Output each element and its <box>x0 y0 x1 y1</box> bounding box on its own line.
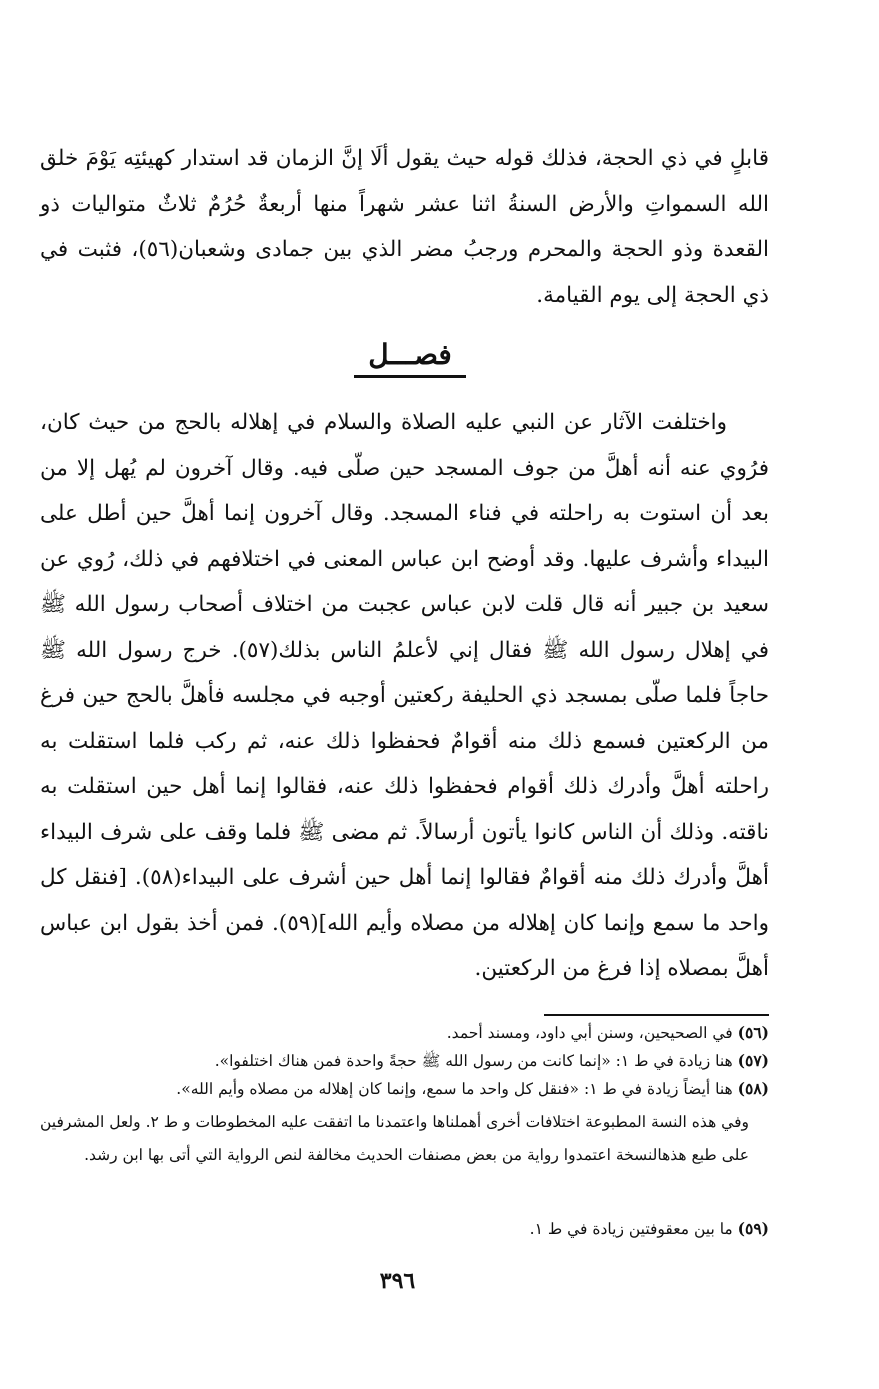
footnote-text: هنا زيادة في ط ١: «إنما كانت من رسول الله ﷺ حجةً واحدة فمن هناك اختلفوا». <box>214 1052 733 1070</box>
footnote-number: (٥٨) <box>737 1079 769 1098</box>
footnote-59 <box>40 1218 769 1240</box>
footnote-text: في الصحيحين، وسنن أبي داود، ومسند أحمد. <box>446 1024 733 1042</box>
footnote-number: (٥٩) <box>737 1219 769 1238</box>
footnote-number: (٥٧) <box>737 1051 769 1070</box>
body-paragraph-1: قابلٍ في ذي الحجة، فذلك قوله حيث يقول ألَا إنَّ الزمان قد استدار كهيئتِه يَوْمَ خلق الله السمواتِ والأرض السنةُ اثنا عشر شهراً منها أربعةٌ حُرُمٌ ثلاثٌ متواليات ذو القعدة وذو الحجة والمحرم ورجبُ مضر الذي بين جمادى وشعبان(٥٦)، فثبت في ذي الحجة إلى يوم القيامة. <box>40 146 769 308</box>
footnote-number: (٥٦) <box>737 1023 769 1042</box>
section-heading <box>0 338 820 371</box>
body-paragraph-2: واختلفت الآثار عن النبي عليه الصلاة والسلام في إهلاله بالحج من حيث كان، فرُوي عنه أنه أهلَّ من جوف المسجد حين صلّى فيه. وقال آخرون لم يُهل إلا من بعد أن استوت به راحلته في فناء المسجد. وقال آخرون إنما أهلَّ حين أطل على البيداء وأشرف عليها. وقد أوضح ابن عباس المعنى في اختلافهم في ذلك، رُوي عن سعيد بن جبير أنه قال قلت لابن عباس عجبت من اختلاف أصحاب رسول الله ﷺ في إهلال رسول الله ﷺ فقال إني لأعلمُ الناس بذلك(٥٧). خرج رسول الله ﷺ حاجاً فلما صلّى بمسجد ذي الحليفة ركعتين أوجبه في مجلسه فأهلَّ بالحج حين فرغ من الركعتين فسمع ذلك منه أقوامٌ فحفظوا ذلك عنه، ثم ركب فلما استقلت به راحلته أهلَّ وأدرك ذلك أقوام فحفظوا ذلك عنه، فقالوا إنما أهل حين استقلت به ناقته. وذلك أن الناس كانوا يأتون أرسالاً. ثم مضى ﷺ فلما وقف على شرف البيداء أهلَّ وأدرك ذلك منه أقوامٌ فقالوا إنما أهل حين أشرف على البيداء(٥٨). [فنقل كل واحد ما سمع وإنما كان إهلاله من مصلاه وأيم الله](٥٩). فمن أخذ بقول ابن عباس أهلَّ بمصلاه إذا فرغ من الركعتين. <box>40 410 769 981</box>
footnote-divider <box>544 1014 769 1016</box>
page-number: ٣٩٦ <box>379 1268 416 1294</box>
footnote-text: ما بين معقوفتين زيادة في ط ١. <box>529 1220 733 1238</box>
footnote-57 <box>40 1050 769 1072</box>
footnote-58-continued: وفي هذه النسة المطبوعة اختلافات أخرى أهملناها واعتمدنا ما اتفقت عليه المخطوطات و ط ٢. ولعل المشرفين على طبع هذهالنسخة اعتمدوا رواية من بعض مصنفات الحديث مخالفة لنص الرواية التي أتى بها ابن رشد. <box>40 1113 749 1164</box>
footnote-text: هنا أيضاً زيادة في ط ١: «فنقل كل واحد ما سمع، وإنما كان إهلاله من مصلاه وأيم الله». <box>176 1080 733 1098</box>
section-heading-text: فصـــل <box>354 338 465 378</box>
footnote-58 <box>40 1078 769 1100</box>
footnote-56 <box>40 1022 769 1044</box>
